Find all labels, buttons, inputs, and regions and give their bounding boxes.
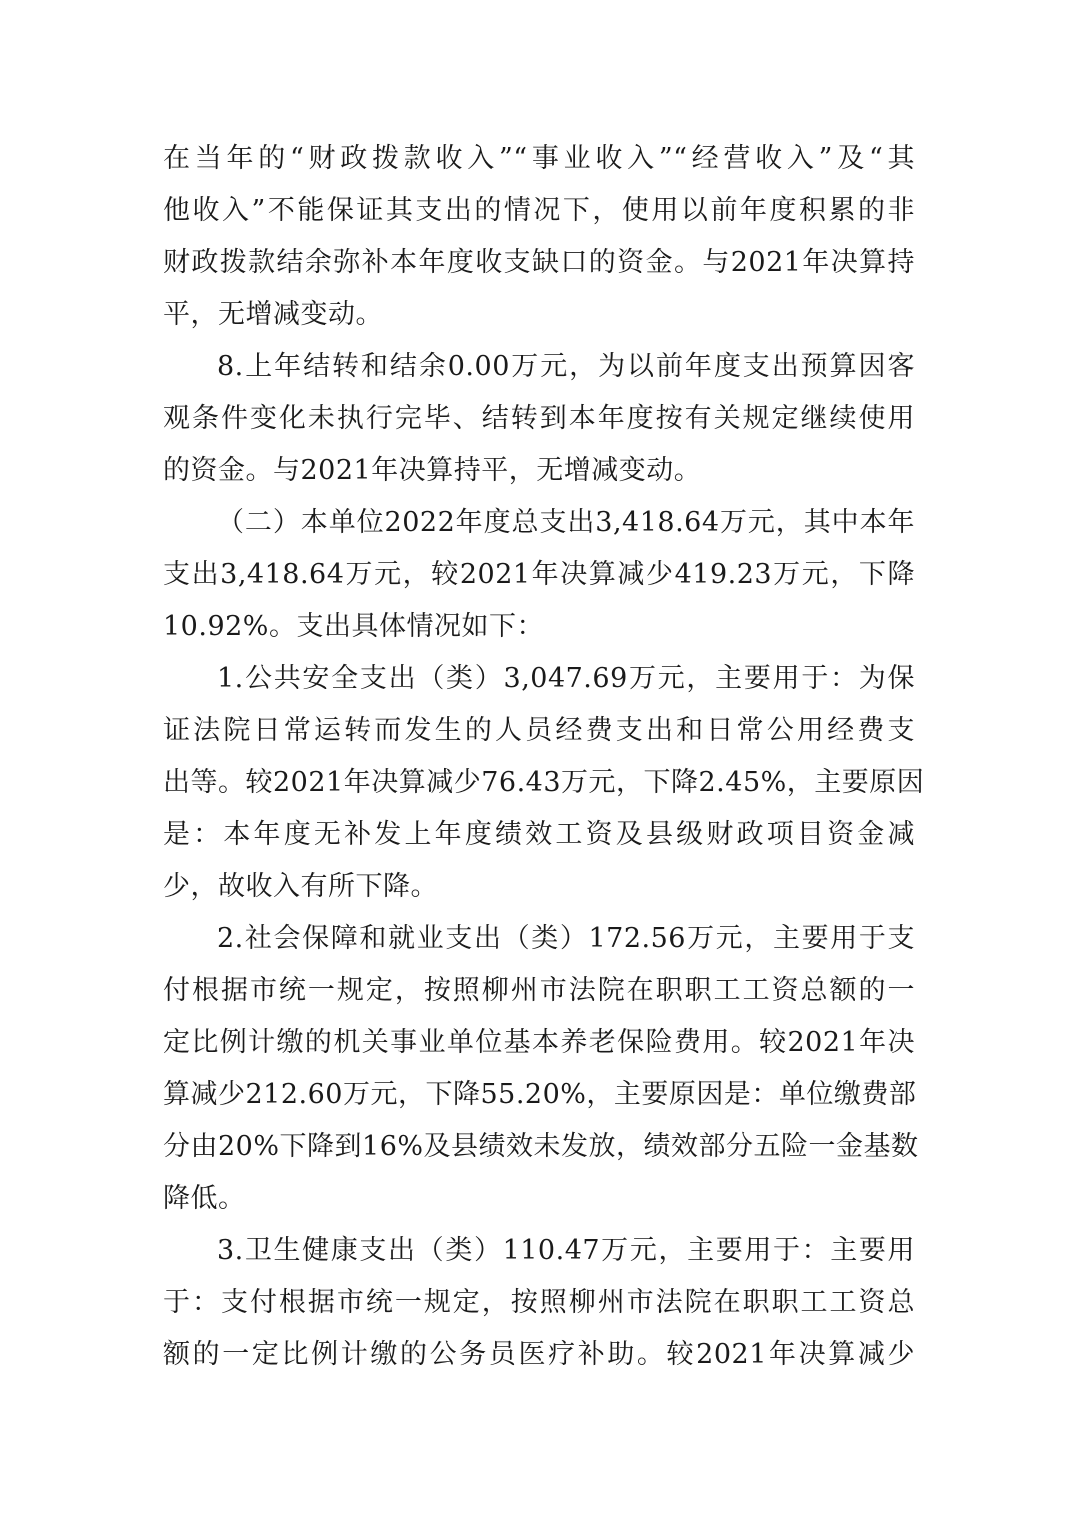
text-line: 支出3,418.64万元，较2021年决算减少419.23万元，下降 (163, 559, 915, 590)
document-body (163, 133, 925, 1381)
text-line: 3.卫生健康支出（类）110.47万元，主要用于：主要用 (217, 1235, 915, 1266)
paragraph-total-expenditure (163, 497, 915, 653)
text-line: 算减少212.60万元，下降55.20%，主要原因是：单位缴费部 (163, 1079, 917, 1110)
text-line: 是：本年度无补发上年度绩效工资及县级财政项目资金减 (163, 819, 915, 850)
text-line: 他收入”不能保证其支出的情况下，使用以前年度积累的非 (163, 195, 915, 226)
text-line: 于：支付根据市统一规定，按照柳州市法院在职职工工资总 (163, 1287, 915, 1318)
text-line: 降低。 (163, 1183, 246, 1214)
paragraph-other-income-continued (163, 133, 915, 341)
paragraph-health (163, 1225, 915, 1381)
paragraph-carryover-balance (163, 341, 915, 497)
paragraph-social-security (163, 913, 919, 1225)
text-line: 出等。较2021年决算减少76.43万元，下降2.45%，主要原因 (163, 767, 925, 798)
text-line: 证法院日常运转而发生的人员经费支出和日常公用经费支 (163, 715, 915, 746)
text-line: 8.上年结转和结余0.00万元，为以前年度支出预算因客 (217, 351, 915, 382)
paragraph-public-security (163, 653, 925, 913)
text-line: 1.公共安全支出（类）3,047.69万元，主要用于：为保 (217, 663, 915, 694)
text-line: 付根据市统一规定，按照柳州市法院在职职工工资总额的一 (163, 975, 915, 1006)
text-line: 在当年的“财政拨款收入”“事业收入”“经营收入”及“其 (163, 143, 915, 174)
text-line: 的资金。与2021年决算持平，无增减变动。 (163, 455, 702, 486)
text-line: 额的一定比例计缴的公务员医疗补助。较2021年决算减少 (163, 1339, 915, 1370)
text-line: 少，故收入有所下降。 (163, 871, 438, 902)
text-line: 平，无增减变动。 (163, 299, 383, 330)
text-line: 分由20%下降到16%及县绩效未发放，绩效部分五险一金基数 (163, 1131, 919, 1162)
text-line: 定比例计缴的机关事业单位基本养老保险费用。较2021年决 (163, 1027, 915, 1058)
text-line: 2.社会保障和就业支出（类）172.56万元，主要用于支 (217, 923, 915, 954)
text-line: 10.92%。支出具体情况如下： (163, 611, 544, 642)
text-line: 财政拨款结余弥补本年度收支缺口的资金。与2021年决算持 (163, 247, 915, 278)
text-line: （二）本单位2022年度总支出3,418.64万元，其中本年 (217, 507, 915, 538)
text-line: 观条件变化未执行完毕、结转到本年度按有关规定继续使用 (163, 403, 915, 434)
